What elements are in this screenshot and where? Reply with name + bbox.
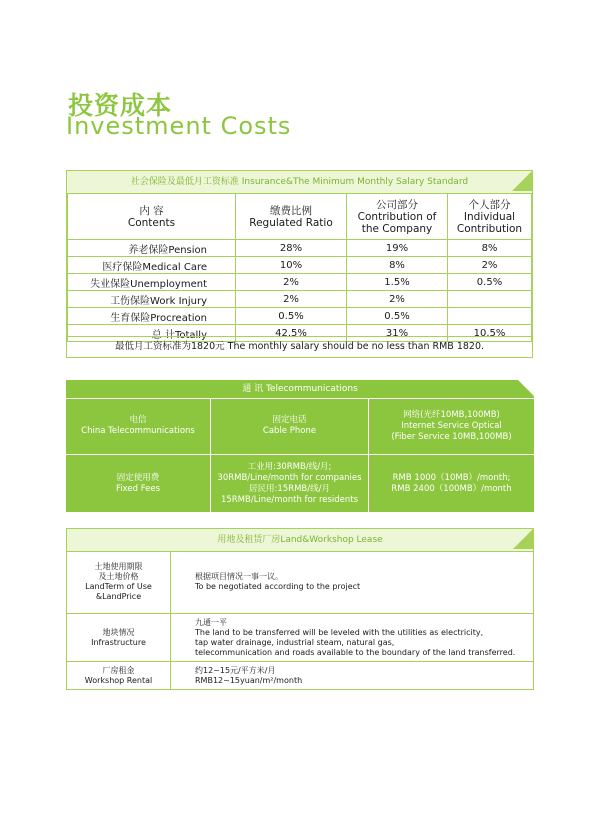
telecom-caption: 通 讯 Telecommunications (66, 380, 534, 399)
header-contents: 内 容 Contents (68, 194, 236, 240)
page-title-cn: 投资成本 (68, 91, 173, 120)
row-label: 厂房租金 Workshop Rental (67, 662, 171, 689)
internet-fees: RMB 1000（10MB）/month; RMB 2400（100MB）/month (391, 472, 512, 494)
internet-header: 网络(光纤10MB,100MB) Internet Service Optical (Fiber Service 10MB,100MB) (391, 409, 512, 442)
table-row: 失业保险Unemployment 2% 1.5% 0.5% (68, 274, 532, 291)
corner-triangle-icon (513, 529, 533, 549)
table-row: 生育保险Procreation 0.5% 0.5% (68, 308, 532, 325)
header-individual: 个人部分 Individual Contribution (448, 194, 532, 240)
corner-triangle-icon (518, 380, 534, 396)
row-content: 根据项目情况一事一议。 To be negotiated according to the project (195, 572, 361, 591)
telecom-table (66, 380, 534, 512)
minimum-salary-note: 最低月工资标准为1820元 The monthly salary should be no less than RMB 1820. (67, 336, 532, 357)
table-row: 养老保险Pension 28% 19% 8% (68, 240, 532, 257)
table-row: 工伤保险Work Injury 2% 2% (68, 291, 532, 308)
row-label: 土地使用期限 及土地价格 LandTerm of Use &LandPrice (67, 551, 171, 613)
row-content: 约12~15元/平方米/月 RMB12~15yuan/m²/month (195, 665, 303, 685)
table-row (67, 551, 533, 614)
fixed-fees-label: 固定使用费 Fixed Fees (115, 472, 161, 494)
telecom-provider-header: 电信 China Telecommunications (81, 415, 195, 436)
table-header-row (68, 194, 532, 240)
row-content: 九通一平 The land to be transferred will be leveled with the utilities as electricity, tap water drainage, industrial steam, natural gas, telecommunication and roads available to the boundary of the land transferred. (195, 617, 516, 657)
insurance-table-box (66, 170, 533, 358)
insurance-table (67, 193, 532, 342)
page-title-en: Investment Costs (66, 112, 292, 140)
table-row: 医疗保险Medical Care 10% 8% 2% (68, 257, 532, 274)
corner-triangle-icon (512, 171, 532, 191)
table-row (67, 662, 533, 689)
table-row (67, 614, 533, 662)
land-lease-table (66, 528, 534, 690)
phone-fees: 工业用:30RMB/线/月; 30RMB/Line/month for companies 居民用:15RMB/线/月 15RMB/Line/month for residents (217, 461, 362, 505)
row-label: 地块情况 Infrastructure (67, 614, 171, 661)
insurance-caption: 社会保险及最低月工资标准 Insurance&The Minimum Monthly Salary Standard (67, 171, 532, 194)
table-row-total: 总 计Totally 42.5% 31% 10.5% (68, 325, 532, 342)
land-caption: 用地及租赁厂房Land&Workshop Lease (67, 529, 533, 552)
header-ratio: 缴费比例 Regulated Ratio (236, 194, 347, 240)
cable-phone-header: 固定电话 Cable Phone (262, 415, 317, 436)
header-company: 公司部分 Contribution of the Company (347, 194, 448, 240)
